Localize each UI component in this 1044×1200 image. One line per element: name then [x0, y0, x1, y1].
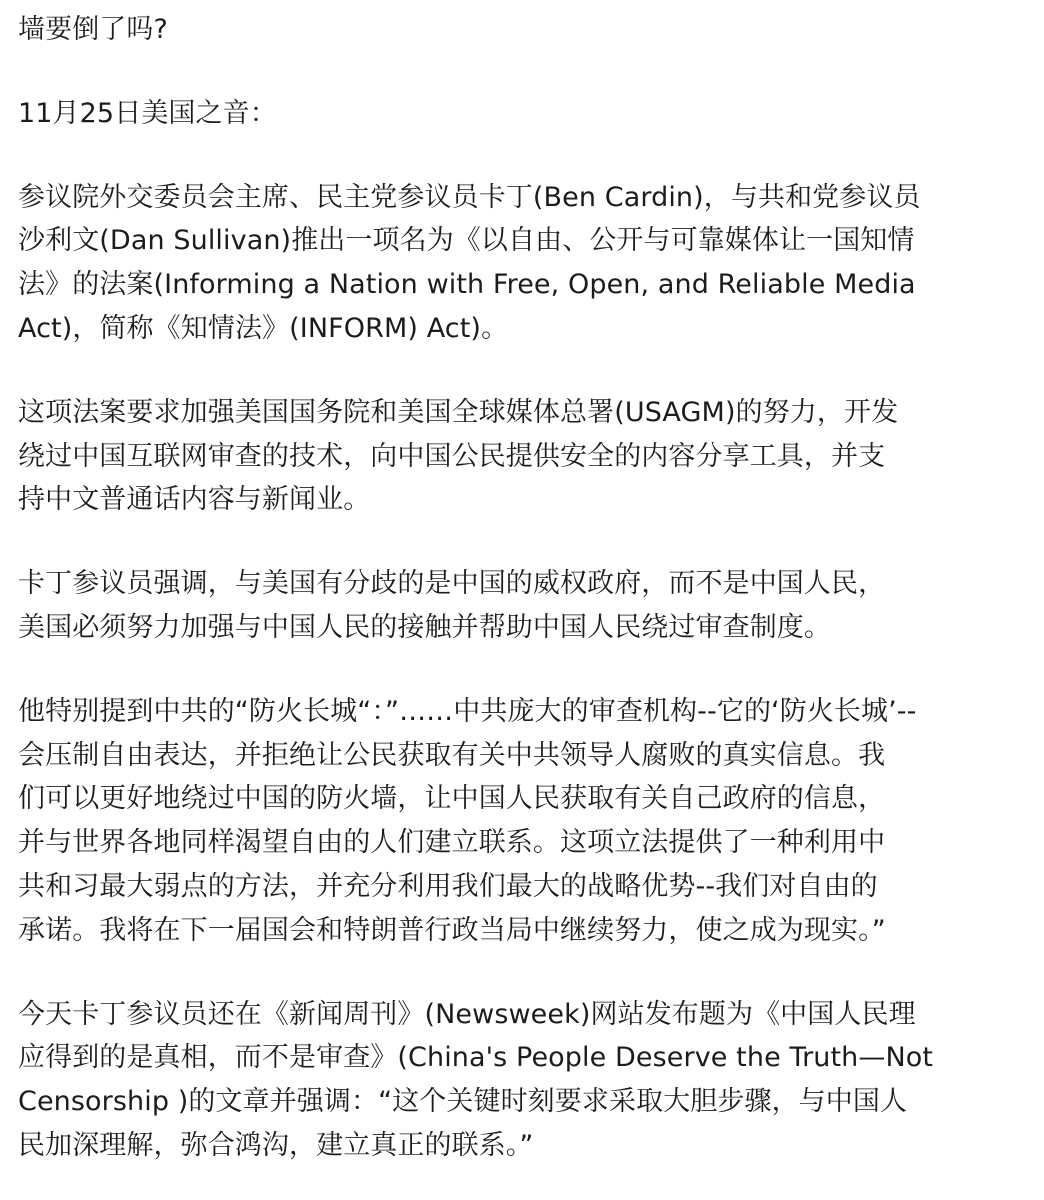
paragraph-cardin-emphasis: 卡丁参议员强调，与美国有分歧的是中国的威权政府，而不是中国人民， 美国必须努力加强与中国人民的接触并帮助中国人民绕过审查制度。	[18, 568, 886, 643]
paragraph-bill-introduction: 参议院外交委员会主席、民主党参议员卡丁(Ben Cardin)，与共和党参议员 沙利文(Dan Sullivan)推出一项名为《以自由、公开与可靠媒体让一国知情 法》的法案(Informing a Nation with Free, Open, and Reliable Media Act)，简称《知情法》(INFORM) Act)。	[18, 181, 921, 344]
paragraph-great-firewall-quote: 他特别提到中共的“防火长城“：”……中共庞大的审查机构--它的‘防火长城’-- 会压制自由表达，并拒绝让公民获取有关中共领导人腐败的真实信息。我 们可以更好地绕过中国的防火墙，让中国人民获取有关自己政府的信息， 并与世界各地同样渴望自由的人们建立联系。这项立法提供了一种利用中 共和习最大弱点的方法，并充分利用我们最大的战略优势--我们对自由的 承诺。我将在下一届国会和特朗普行政当局中继续努力，使之成为现实。”	[18, 695, 917, 946]
article-title: 墙要倒了吗?	[18, 14, 168, 45]
paragraph-bill-requirements: 这项法案要求加强美国国务院和美国全球媒体总署(USAGM)的努力，开发 绕过中国互联网审查的技术，向中国公民提供安全的内容分享工具，并支 持中文普通话内容与新闻业。	[18, 396, 899, 516]
paragraph-newsweek-article: 今天卡丁参议员还在《新闻周刊》(Newsweek)网站发布题为《中国人民理 应得到的是真相，而不是审查》(China's People Deserve the Truth—Not Censorship )的文章并强调：“这个关键时刻要求采取大胆步骤，与中国人 民加深理解，弥合鸿沟，建立真正的联系。”	[18, 998, 934, 1161]
article-dateline: 11月25日美国之音：	[18, 97, 277, 129]
